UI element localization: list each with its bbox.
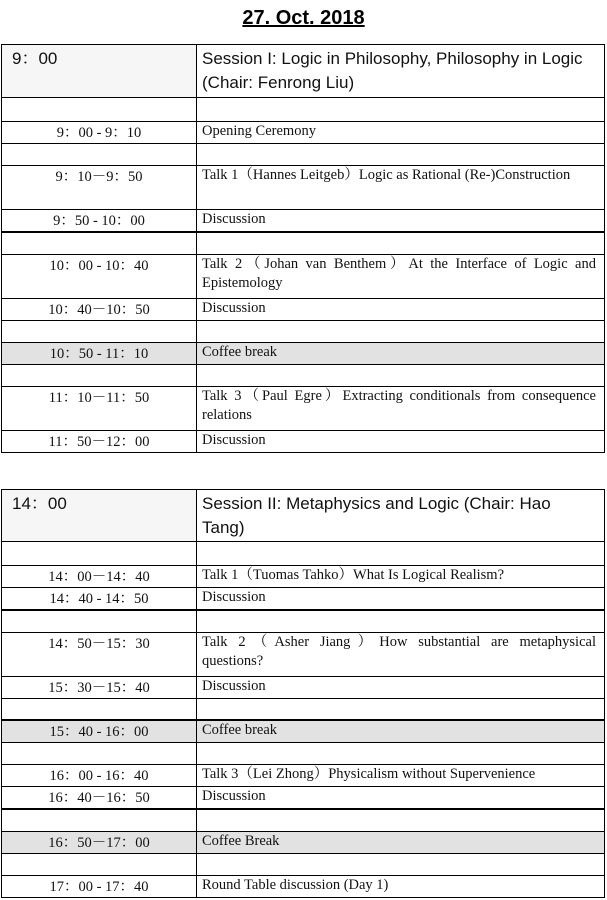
row-time: 9：50 - 10：00 (2, 210, 197, 233)
row-time: 10：00 - 10：40 (2, 254, 197, 298)
date-title: 27. Oct. 2018 (242, 7, 365, 29)
schedule-row (2, 765, 605, 787)
coffee-break-row (2, 831, 605, 853)
session-header-row (2, 45, 605, 98)
row-time: 16：50－17：00 (2, 831, 197, 853)
row-description: Coffee break (197, 342, 605, 364)
spacer-row (2, 809, 605, 831)
row-description: Round Table discussion (Day 1) (197, 875, 605, 897)
schedule-row (2, 566, 605, 588)
row-description: Talk 2（Johan van Benthem）At the Interface of Logic and Epistemology (197, 254, 605, 298)
row-description: Coffee break (197, 720, 605, 743)
row-time: 11：50－12：00 (2, 430, 197, 452)
row-time: 11：10－11：50 (2, 386, 197, 430)
row-description: Talk 1（Hannes Leitgeb）Logic as Rational (Re-)Construction (197, 166, 605, 210)
row-time: 15：30－15：40 (2, 676, 197, 698)
row-time: 9：00 - 9：10 (2, 122, 197, 144)
session-header-row (2, 490, 605, 542)
row-description: Discussion (197, 210, 605, 233)
session-title: Session II: Metaphysics and Logic (Chair: Hao Tang) (197, 490, 605, 542)
spacer-row (2, 698, 605, 720)
schedule-row (2, 210, 605, 233)
row-description: Talk 3（Lei Zhong）Physicalism without Supervenience (197, 765, 605, 787)
schedule-row (2, 254, 605, 298)
spacer-row (2, 542, 605, 566)
row-time: 9：10－9：50 (2, 166, 197, 210)
row-description: Discussion (197, 787, 605, 810)
schedule-row (2, 430, 605, 452)
spacer-row (2, 232, 605, 254)
row-description: Discussion (197, 588, 605, 611)
schedule-row (2, 676, 605, 698)
spacer-row (2, 743, 605, 765)
row-description: Coffee Break (197, 831, 605, 853)
row-description: Discussion (197, 676, 605, 698)
schedule-row (2, 386, 605, 430)
morning-schedule-table (1, 44, 605, 453)
schedule-row (2, 588, 605, 611)
afternoon-schedule-table (1, 489, 605, 898)
row-time: 14：00－14：40 (2, 566, 197, 588)
schedule-row (2, 875, 605, 897)
session-start-time: 9：00 (2, 45, 197, 98)
schedule-row (2, 787, 605, 810)
schedule-row (2, 122, 605, 144)
spacer-row (2, 853, 605, 875)
schedule-row (2, 166, 605, 210)
schedule-row (2, 298, 605, 320)
row-time: 16：40－16：50 (2, 787, 197, 810)
schedule-row (2, 632, 605, 676)
spacer-row (2, 98, 605, 122)
spacer-row (2, 144, 605, 166)
row-description: Talk 1（Tuomas Tahko）What Is Logical Realism? (197, 566, 605, 588)
row-description: Talk 3（Paul Egre）Extracting conditionals from consequence relations (197, 386, 605, 430)
row-description: Talk 2（Asher Jiang）How substantial are metaphysical questions? (197, 632, 605, 676)
coffee-break-row (2, 720, 605, 743)
coffee-break-row (2, 342, 605, 364)
spacer-row (2, 364, 605, 386)
spacer-row (2, 320, 605, 342)
session-title: Session I: Logic in Philosophy, Philosophy in Logic (Chair: Fenrong Liu) (197, 45, 605, 98)
row-time: 14：40 - 14：50 (2, 588, 197, 611)
row-description: Discussion (197, 430, 605, 452)
row-description: Opening Ceremony (197, 122, 605, 144)
row-time: 17：00 - 17：40 (2, 875, 197, 897)
row-time: 16：00 - 16：40 (2, 765, 197, 787)
spacer-row (2, 610, 605, 632)
row-description: Discussion (197, 298, 605, 320)
row-time: 10：50 - 11：10 (2, 342, 197, 364)
row-time: 15：40 - 16：00 (2, 720, 197, 743)
row-time: 10：40－10：50 (2, 298, 197, 320)
session-start-time: 14：00 (2, 490, 197, 542)
row-time: 14：50－15：30 (2, 632, 197, 676)
